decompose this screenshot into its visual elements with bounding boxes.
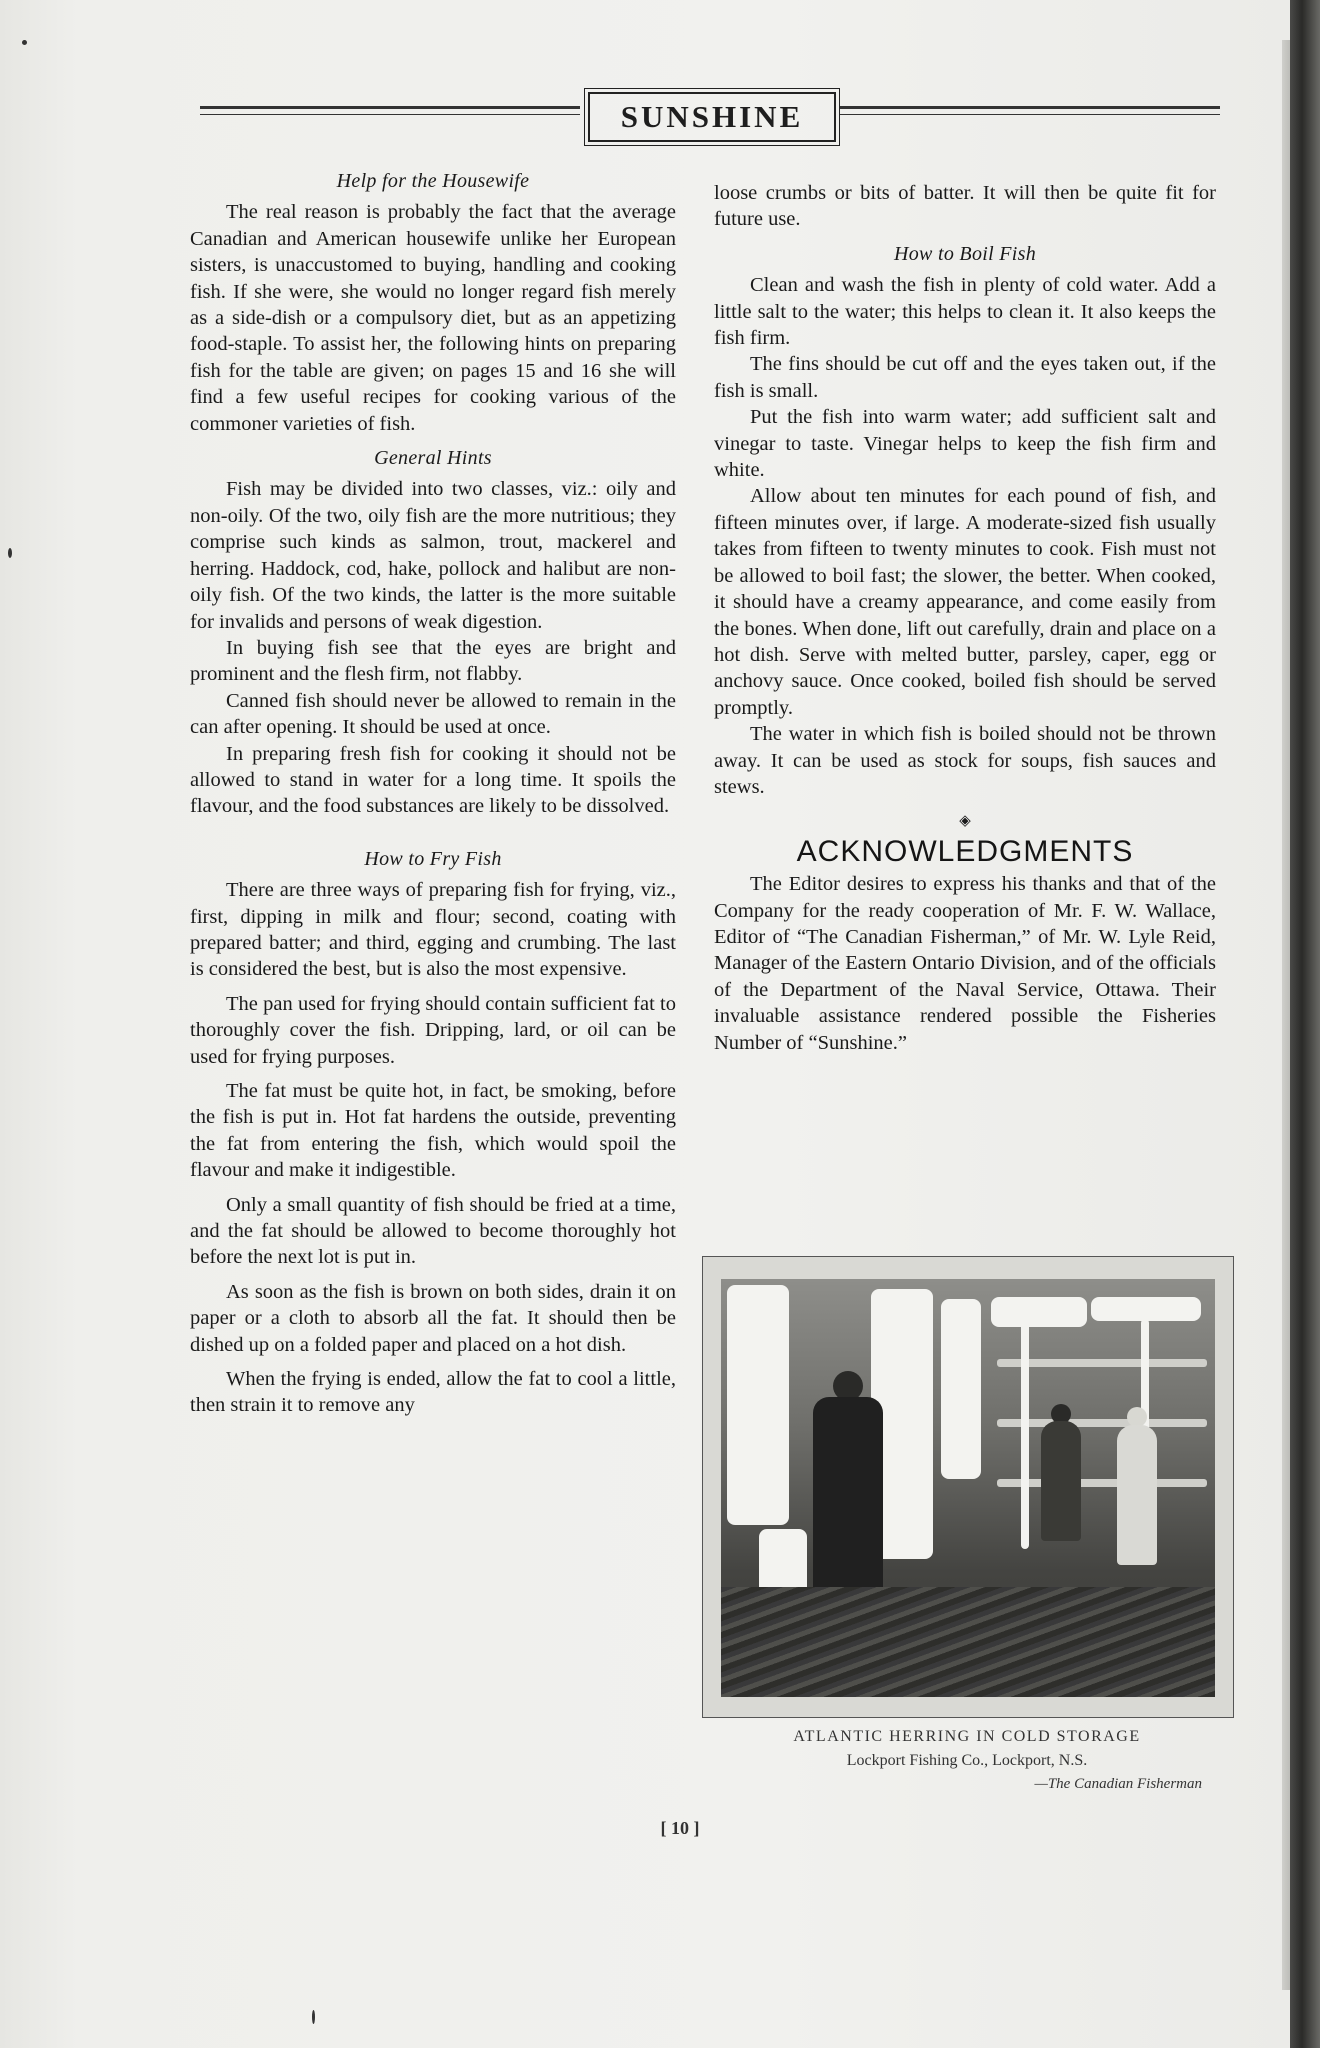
worker-figure bbox=[813, 1397, 883, 1597]
cold-storage-photo bbox=[702, 1256, 1234, 1718]
frozen-fish-shelf bbox=[1091, 1297, 1201, 1321]
facing-page-edge bbox=[1282, 40, 1290, 1990]
paragraph: Put the fish into warm water; add sufficient salt and vinegar to taste. Vinegar helps to keep the fish firm and white. bbox=[714, 406, 1216, 482]
paragraph: Only a small quantity of fish should be fried at a time, and the fat should be allowed to become thoroughly hot before the next lot is put in. bbox=[190, 1193, 676, 1269]
scan-speck bbox=[22, 40, 27, 45]
photo-caption-location: Lockport Fishing Co., Lockport, N.S. bbox=[846, 1752, 1088, 1769]
worker-figure bbox=[1041, 1421, 1081, 1541]
masthead-rule-right bbox=[840, 114, 1220, 115]
frozen-fish-shelf bbox=[991, 1297, 1087, 1327]
fish-strewn-floor bbox=[721, 1587, 1215, 1697]
paragraph: Allow about ten minutes for each pound of fish, and fifteen minutes over, if large. A moderate-sized fish usually takes from fifteen to twenty minutes to cook. Fish must not be allowed to boil fast; the slower, the better. When cooked, it should have a creamy appearance, and come easily from the bones. When done, lift out carefully, drain and place on a hot dish. Serve with melted butter, parsley, caper, egg or anchovy sauce. Once cooked, boiled fish should be served promptly. bbox=[714, 485, 1216, 719]
photo-caption-title: ATLANTIC HERRING IN COLD STORAGE bbox=[793, 1728, 1141, 1745]
section-heading: How to Fry Fish bbox=[364, 847, 502, 870]
right-column bbox=[714, 180, 1216, 1056]
section-heading: How to Boil Fish bbox=[893, 242, 1037, 265]
paragraph: The water in which fish is boiled should not be thrown away. It can be used as stock for soups, fish sauces and stews. bbox=[714, 723, 1216, 798]
paragraph: The pan used for frying should contain sufficient fat to thoroughly cover the fish. Dripping, lard, or oil can be used for frying purposes. bbox=[190, 992, 676, 1068]
divider-ornament: ◈ bbox=[959, 813, 971, 830]
section-heading: General Hints bbox=[374, 447, 492, 470]
paragraph: Clean and wash the fish in plenty of cold water. Add a little salt to the water; this helps to clean it. It also keeps the fish firm. bbox=[714, 274, 1216, 350]
paragraph: Fish may be divided into two classes, viz.: oily and non-oily. Of the two, oily fish are the more nutritious; they comprise such kinds as salmon, trout, mackerel and herring. Haddock, cod, hake, pollock and halibut are non-oily fish. Of the two kinds, the latter is the more suitable for invalids and persons of weak digestion. bbox=[190, 478, 676, 633]
paragraph: The fins should be cut off and the eyes taken out, if the fish is small. bbox=[714, 353, 1216, 402]
masthead-rule-left bbox=[200, 106, 580, 109]
page-number: [ 10 ] bbox=[660, 1818, 700, 1838]
paragraph: When the frying is ended, allow the fat to cool a little, then strain it to remove any bbox=[190, 1368, 676, 1417]
paragraph: In buying fish see that the eyes are bright and prominent and the flesh firm, not flabby. bbox=[190, 636, 676, 686]
scan-speck bbox=[312, 2010, 315, 2024]
acknowledgments-heading: ACKNOWLEDGMENTS bbox=[796, 834, 1134, 868]
masthead-title: SUNSHINE bbox=[588, 92, 836, 142]
paragraph: The real reason is probably the fact that the average Canadian and American housewife unlike her European sisters, is unaccustomed to buying, handling and cooking fish. If she were, she would no longer regard fish merely as a side-dish or a compulsory diet, but as an appetizing food-staple. To assist her, the following hints on preparing fish for the table are given; on pages 15 and 16 she will find a few useful recipes for cooking various of the commoner varieties of fish. bbox=[190, 201, 676, 435]
frozen-fish-stack bbox=[941, 1299, 981, 1479]
worker-figure bbox=[1127, 1407, 1147, 1427]
masthead bbox=[200, 92, 1220, 152]
masthead-rule-right bbox=[840, 106, 1220, 109]
left-column bbox=[190, 168, 676, 1419]
binding-shadow bbox=[1290, 0, 1320, 2048]
photo-image bbox=[721, 1279, 1215, 1697]
shelf-post bbox=[1021, 1319, 1029, 1549]
worker-figure bbox=[1117, 1425, 1157, 1565]
paragraph: The Editor desires to express his thanks and that of the Company for the ready cooperation of Mr. F. W. Wallace, Editor of “The Canadian Fisherman,” of Mr. W. Lyle Reid, Manager of the Eastern Ontario Division, and of the officials of the Department of the Naval Service, Ottawa. Their invaluable assistance rendered possible the Fisheries Number of “Sunshine.” bbox=[714, 873, 1216, 1054]
frozen-fish-stack bbox=[727, 1285, 789, 1525]
paragraph: As soon as the fish is brown on both sides, drain it on paper or a cloth to absorb all the fat. It should then be dished up on a folded paper and placed on a hot dish. bbox=[190, 1280, 676, 1356]
section-heading: Help for the Housewife bbox=[336, 170, 530, 192]
photo-caption-credit: —The Canadian Fisherman bbox=[1034, 1776, 1202, 1792]
masthead-rule-left bbox=[200, 114, 580, 115]
paragraph: The fat must be quite hot, in fact, be smoking, before the fish is put in. Hot fat hardens the outside, preventing the fat from entering the fish, which would spoil the flavour and make it indigestible. bbox=[190, 1080, 676, 1182]
paragraph: Canned fish should never be allowed to remain in the can after opening. It should be used at once. bbox=[190, 689, 676, 739]
paragraph: There are three ways of preparing fish for frying, viz., first, dipping in milk and flour; second, coating with prepared batter; and third, egging and crumbing. The last is considered the best, but is also the most expensive. bbox=[190, 879, 676, 981]
paragraph: In preparing fresh fish for cooking it should not be allowed to stand in water for a long time. It spoils the flavour, and the food substances are likely to be dissolved. bbox=[190, 742, 676, 818]
paragraph: loose crumbs or bits of batter. It will then be quite fit for future use. bbox=[714, 182, 1216, 231]
scan-speck bbox=[8, 548, 12, 558]
